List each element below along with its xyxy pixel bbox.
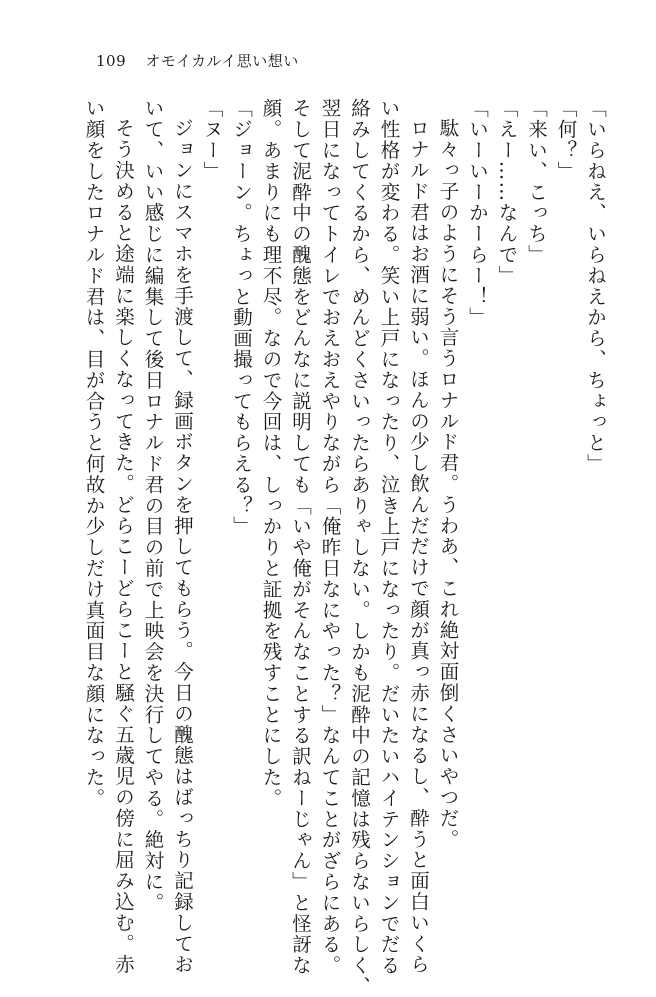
text-line: そして泥酔中の醜態をどんなに説明しても「いや俺がそんなことする訳ねーじゃん」と怪訝な (289, 98, 312, 976)
text-line: 「いーいーかーらー！」 (466, 98, 489, 328)
text-line: 「えー……なんで」 (495, 98, 519, 287)
text-line: 「ジョーン。ちょっと動画撮ってもらえる？」 (230, 98, 253, 537)
text-line: 「何？」 (554, 98, 578, 182)
page-number: 109 (96, 52, 127, 70)
text-line: 「ヌー」 (200, 98, 224, 182)
text-line: ロナルド君はお酒に弱い。ほんの少し飲んだだけで顔が真っ赤になるし、酔うと面白いくら (407, 117, 430, 975)
text-line: 「いらねえ、いらねえから、ちょっと」 (584, 98, 607, 475)
text-line: 絡みしてくるから、めんどくさいったらありゃしない。しかも泥酔中の記憶は残らないらしく、 (348, 98, 371, 997)
text-line: 翌日になってトイレでおえおえやりながら「俺昨日なにやった？」なんてことがざらにある。 (318, 98, 342, 976)
vertical-body-text (79, 98, 610, 997)
running-header (96, 50, 299, 71)
text-line: 駄々っ子のようにそう言うロナルド君。うわあ、これ絶対面倒くさいやつだ。 (436, 117, 460, 849)
text-line: 「来い、こっち」 (525, 98, 548, 266)
text-line: い性格が変わる。笑い上戸になったり、泣き上戸になったり。だいたいハイテンションでだる (377, 98, 401, 976)
text-line: いて、いい感じに編集して後日ロナルド君の目の前で上映会を決行してやる。絶対に。 (141, 98, 165, 914)
text-line: ジョンにスマホを手渡して、録画ボタンを押してもらう。今日の醜態はばっちり記録してお (171, 117, 194, 975)
text-line: 顔。あまりにも理不尽。なので今回は、しっかりと証拠を残すことにした。 (259, 98, 283, 809)
running-title: オモイカルイ思い想い (145, 52, 299, 70)
text-line: そう決めると途端に楽しくなってきた。どらこーどらこーと騒ぐ五歳児の傍に屈み込む。赤 (112, 117, 135, 975)
text-line: い顔をしたロナルド君は、目が合うと何故か少しだけ真面目な顔になった。 (82, 98, 106, 809)
